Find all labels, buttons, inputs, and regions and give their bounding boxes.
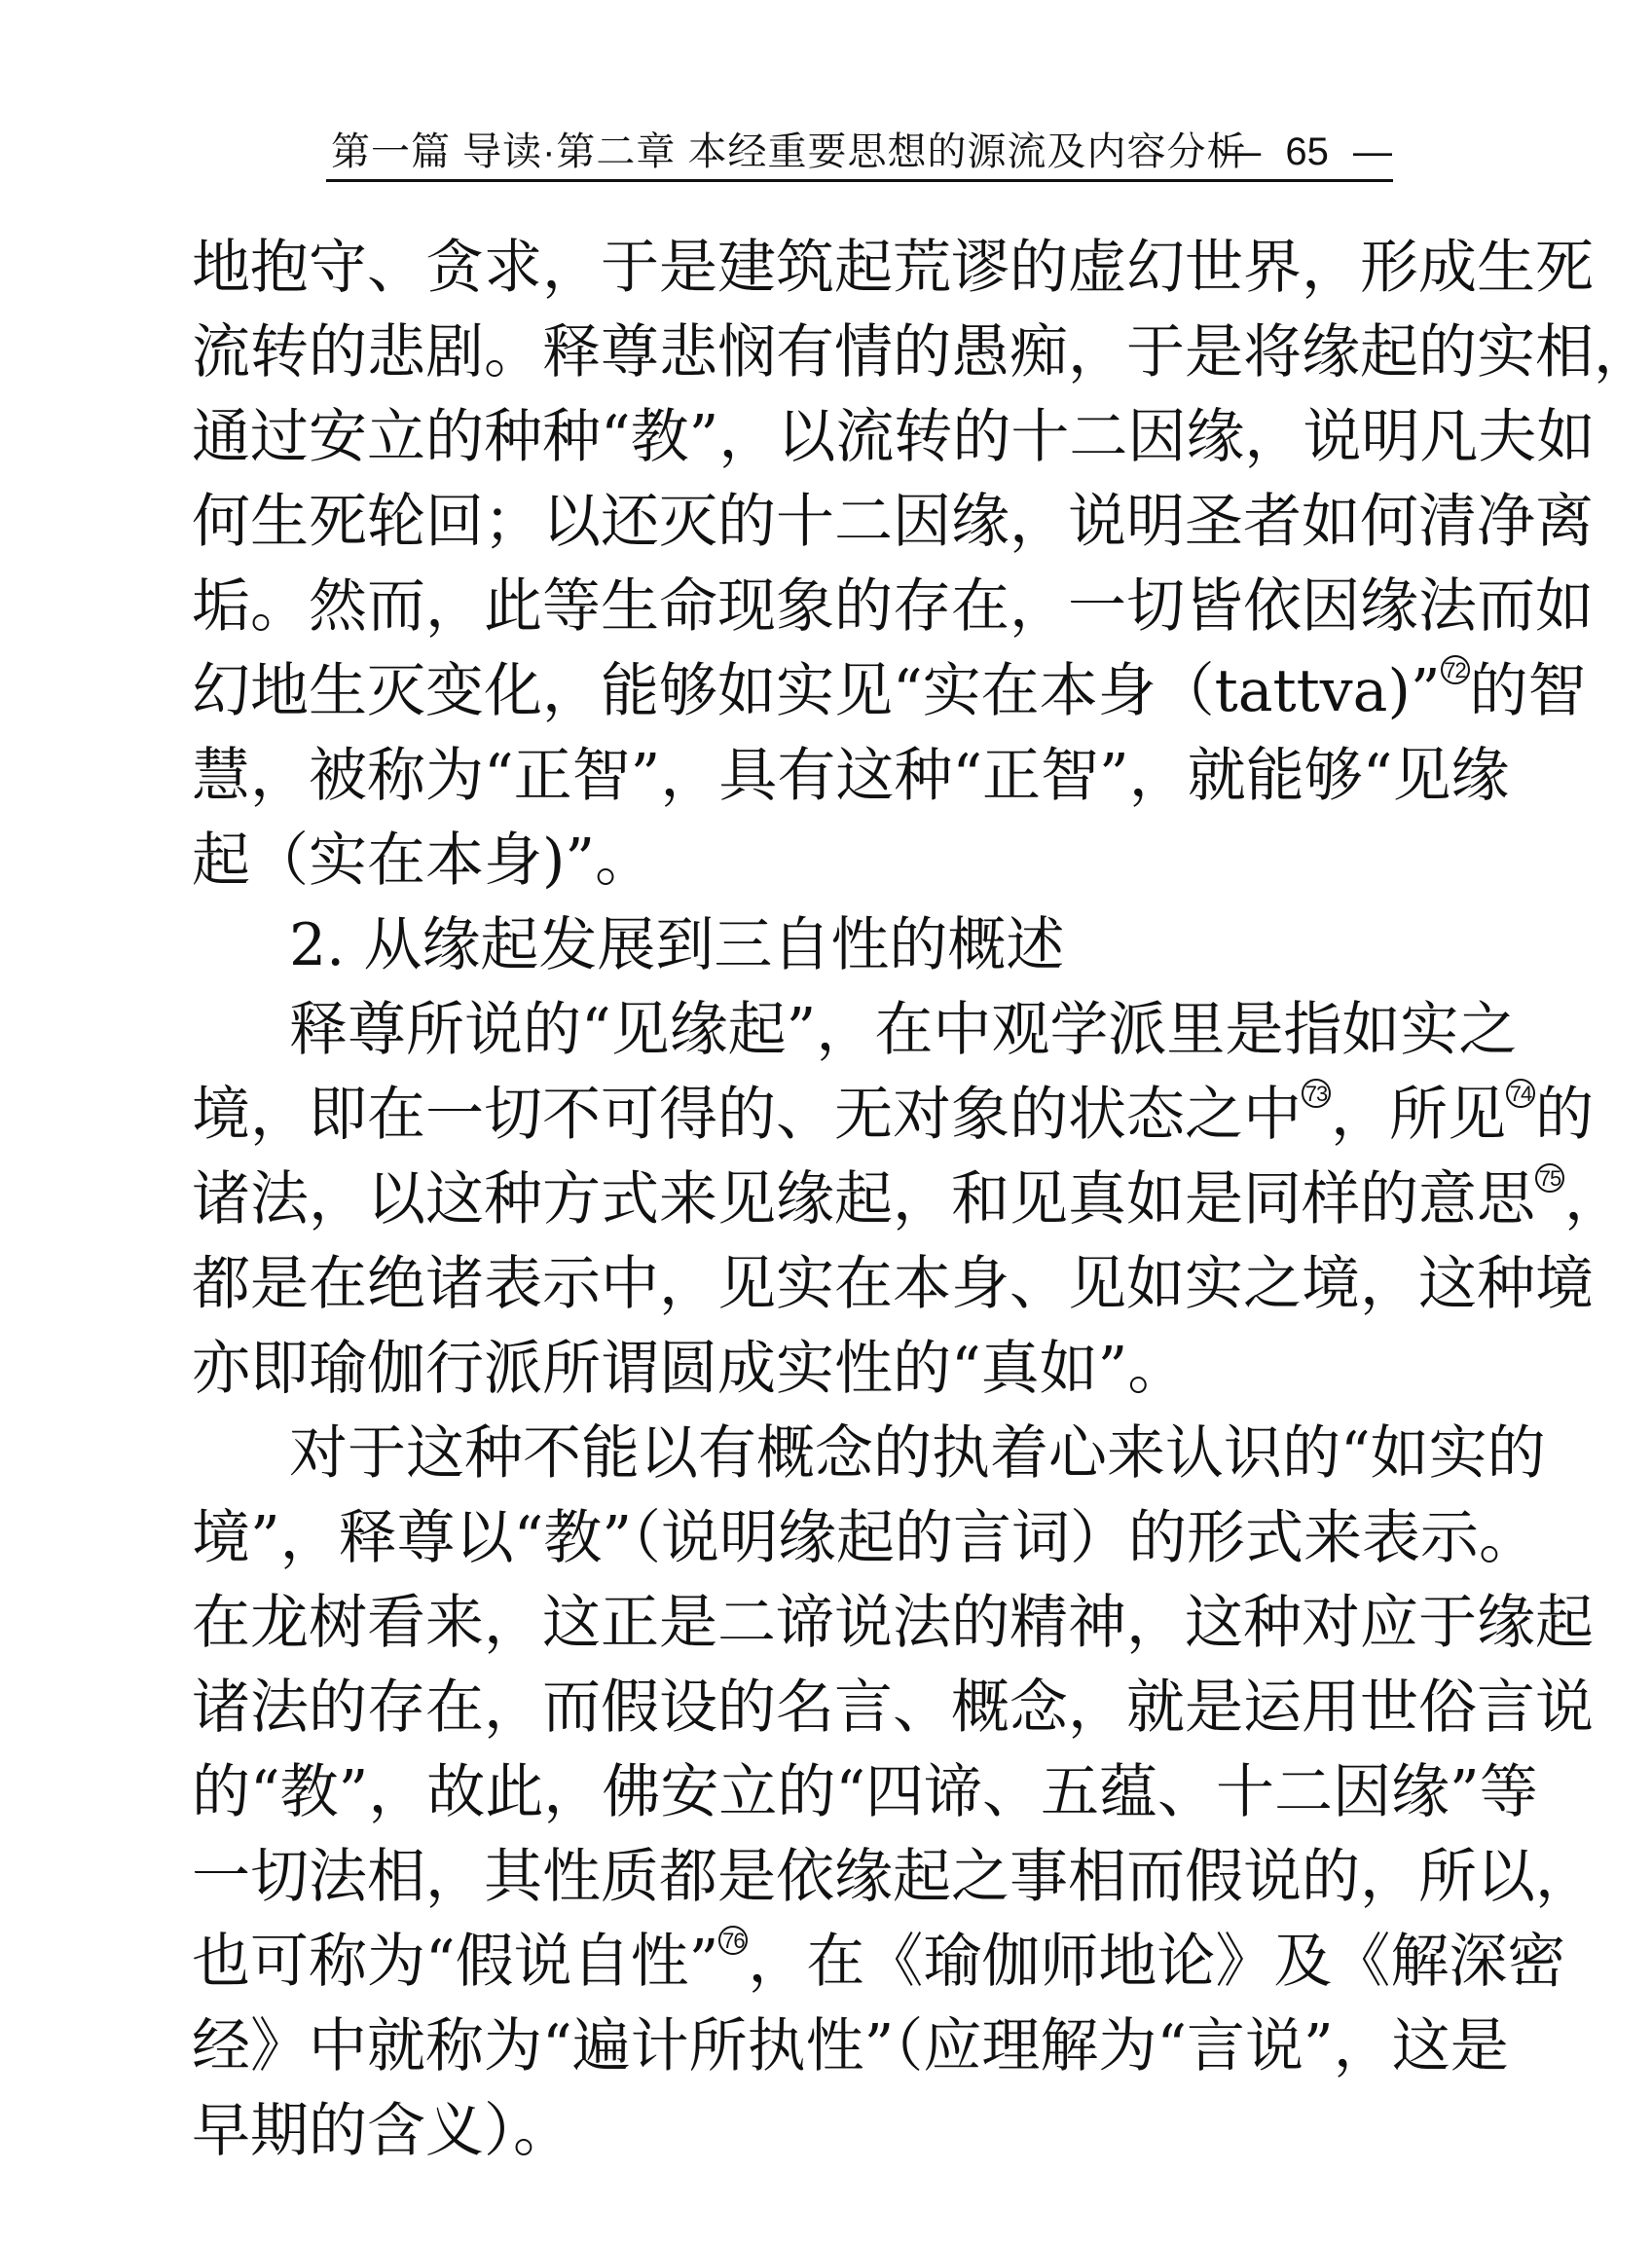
header-rule bbox=[326, 179, 1393, 182]
text-line bbox=[192, 311, 1652, 395]
running-header bbox=[331, 125, 1392, 179]
text-run: 何生死轮回；以还灭的十二因缘，说明圣者如何清净离 bbox=[192, 488, 1594, 556]
text-run: 地抱守、贪求，于是建筑起荒谬的虚幻世界，形成生死 bbox=[192, 234, 1594, 302]
text-line bbox=[192, 1666, 1594, 1750]
text-line bbox=[192, 1073, 1594, 1158]
text-run: ， bbox=[1564, 1165, 1623, 1233]
text-run: 诸法的存在，而假设的名言、概念，就是运用世俗言说 bbox=[192, 1674, 1594, 1742]
text-run: 通过安立的种种“教”，以流转的十二因缘，说明凡夫如 bbox=[192, 403, 1596, 471]
text-run: ，在《瑜伽师地论》及《解深密 bbox=[748, 1928, 1566, 1996]
footnote-marker: 72 bbox=[1441, 655, 1470, 684]
text-line bbox=[192, 649, 1587, 734]
text-run: 经》中就称为“遍计所执性”（应理解为“言说”，这是 bbox=[192, 2012, 1509, 2080]
text-run: 慧，被称为“正智”，具有这种“正智”，就能够“见缘 bbox=[192, 742, 1510, 810]
text-run: 境”，释尊以“教”（说明缘起的言词）的形式来表示。 bbox=[192, 1504, 1538, 1572]
text-run: 诸法，以这种方式来见缘起，和见真如是同样的意思 bbox=[192, 1165, 1535, 1233]
text-run: 在龙树看来，这正是二谛说法的精神，这种对应于缘起 bbox=[192, 1589, 1594, 1657]
text-line bbox=[192, 2089, 1391, 2174]
text-line bbox=[192, 480, 1594, 565]
text-line bbox=[192, 1920, 1566, 2005]
text-line bbox=[192, 1158, 1623, 1242]
footnote-marker: 76 bbox=[718, 1926, 748, 1955]
chapter-title: 第一篇 导读·第二章 本经重要思想的源流及内容分析 bbox=[331, 130, 1247, 173]
text-line bbox=[192, 734, 1510, 819]
text-run: 对于这种不能以有概念的执着心来认识的“如实的 bbox=[289, 1419, 1546, 1488]
text-line bbox=[192, 988, 1518, 1073]
text-line bbox=[192, 1581, 1594, 1666]
text-line bbox=[192, 1750, 1538, 1835]
text-run: 的智 bbox=[1469, 657, 1587, 725]
text-line bbox=[192, 1835, 1594, 1920]
footnote-marker: 75 bbox=[1535, 1163, 1564, 1193]
footnote-marker: 73 bbox=[1302, 1079, 1331, 1108]
text-run: 2. 从缘起发展到三自性的概述 bbox=[289, 911, 1065, 979]
text-line bbox=[192, 1242, 1594, 1327]
text-line bbox=[192, 395, 1596, 480]
text-line bbox=[192, 1327, 1391, 1412]
body-text bbox=[192, 226, 1652, 2174]
section-heading bbox=[192, 903, 1391, 988]
text-run: 早期的含义）。 bbox=[192, 2097, 571, 2165]
page-number: — 65 — bbox=[1222, 130, 1392, 173]
text-run: 一切法相，其性质都是依缘起之事相而假说的，所以， bbox=[192, 1843, 1594, 1911]
text-run: 的 bbox=[1535, 1081, 1594, 1149]
text-run: 的“教”，故此，佛安立的“四谛、五蕴、十二因缘”等 bbox=[192, 1758, 1538, 1826]
text-run: 释尊所说的“见缘起”，在中观学派里是指如实之 bbox=[289, 996, 1518, 1064]
text-run: 亦即瑜伽行派所谓圆成实性的“真如”。 bbox=[192, 1335, 1187, 1403]
text-line bbox=[192, 1496, 1538, 1581]
text-line bbox=[192, 2005, 1509, 2089]
text-run: 境，即在一切不可得的、无对象的状态之中 bbox=[192, 1081, 1302, 1149]
text-line bbox=[192, 226, 1594, 311]
text-line bbox=[192, 819, 1391, 903]
text-run: 起（实在本身)”。 bbox=[192, 827, 654, 895]
text-run: 都是在绝诸表示中，见实在本身、见如实之境，这种境 bbox=[192, 1250, 1594, 1318]
text-line bbox=[192, 1412, 1546, 1496]
text-run: 幻地生灭变化，能够如实见“实在本身（tattva)” bbox=[192, 657, 1441, 725]
text-line bbox=[192, 565, 1594, 649]
footnote-marker: 74 bbox=[1506, 1079, 1535, 1108]
text-run: 流转的悲剧。释尊悲悯有情的愚痴，于是将缘起的实相， bbox=[192, 318, 1652, 386]
text-run: 垢。然而，此等生命现象的存在，一切皆依因缘法而如 bbox=[192, 572, 1594, 641]
text-run: 也可称为“假说自性” bbox=[192, 1928, 719, 1996]
text-run: ，所见 bbox=[1331, 1081, 1506, 1149]
